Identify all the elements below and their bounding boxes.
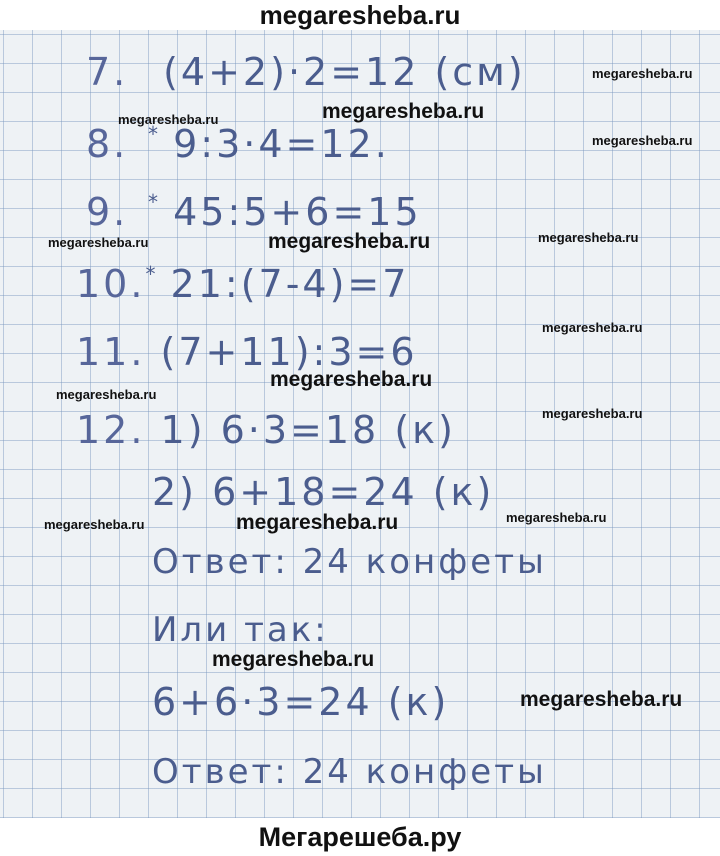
exercise-12 [76, 408, 456, 452]
watermark: megaresheba.ru [118, 112, 219, 127]
alternative-expression: 6+6·3=24 (к) [152, 680, 450, 724]
solution-step-2: 2) 6+18=24 (к) [152, 470, 495, 514]
watermark: megaresheba.ru [268, 230, 431, 253]
exercise-8 [86, 122, 390, 166]
watermark: megaresheba.ru [538, 230, 639, 245]
watermark: megaresheba.ru [592, 66, 693, 81]
answer-line-2: Ответ: 24 конфеты [152, 752, 547, 792]
footer-site-banner [0, 818, 720, 856]
watermark: megaresheba.ru [506, 510, 607, 525]
watermark: megaresheba.ru [520, 688, 683, 711]
watermark: megaresheba.ru [592, 133, 693, 148]
watermark: megaresheba.ru [542, 406, 643, 421]
notebook-page [0, 30, 720, 818]
watermark: megaresheba.ru [542, 320, 643, 335]
watermark: megaresheba.ru [56, 387, 157, 402]
exercise-7 [86, 50, 526, 94]
alternative-label: Или так: [152, 610, 329, 650]
watermark: megaresheba.ru [270, 368, 433, 391]
exercise-number: 8. [86, 122, 129, 166]
exercise-expression: (7+11):3=6 [160, 330, 418, 374]
exercise-9 [86, 190, 422, 234]
watermark: megaresheba.ru [322, 100, 485, 123]
watermark: megaresheba.ru [44, 517, 145, 532]
difficulty-marker: * [148, 190, 158, 214]
exercise-number: 12. [76, 408, 146, 452]
header-site-name: megaresheba.ru [259, 0, 461, 30]
watermark: megaresheba.ru [212, 648, 375, 671]
exercise-number: 10. [76, 262, 146, 306]
watermark: megaresheba.ru [48, 235, 149, 250]
exercise-expression: 9:3·4=12. [173, 122, 390, 166]
exercise-10 [76, 262, 409, 306]
answer-line-1: Ответ: 24 конфеты [152, 542, 547, 582]
exercise-expression: 1) 6·3=18 (к) [160, 408, 456, 452]
exercise-expression: 21:(7-4)=7 [170, 262, 410, 306]
header-site-banner [0, 0, 720, 30]
exercise-expression: 45:5+6=15 [173, 190, 422, 234]
watermark: megaresheba.ru [236, 511, 399, 534]
footer-site-name: Мегарешеба.ру [258, 821, 462, 852]
difficulty-marker: * [148, 122, 158, 146]
exercise-number: 9. [86, 190, 129, 234]
exercise-number: 11. [76, 330, 146, 374]
exercise-number: 7. [86, 50, 129, 94]
difficulty-marker: * [145, 262, 156, 286]
exercise-expression: (4+2)·2=12 (см) [163, 50, 526, 94]
